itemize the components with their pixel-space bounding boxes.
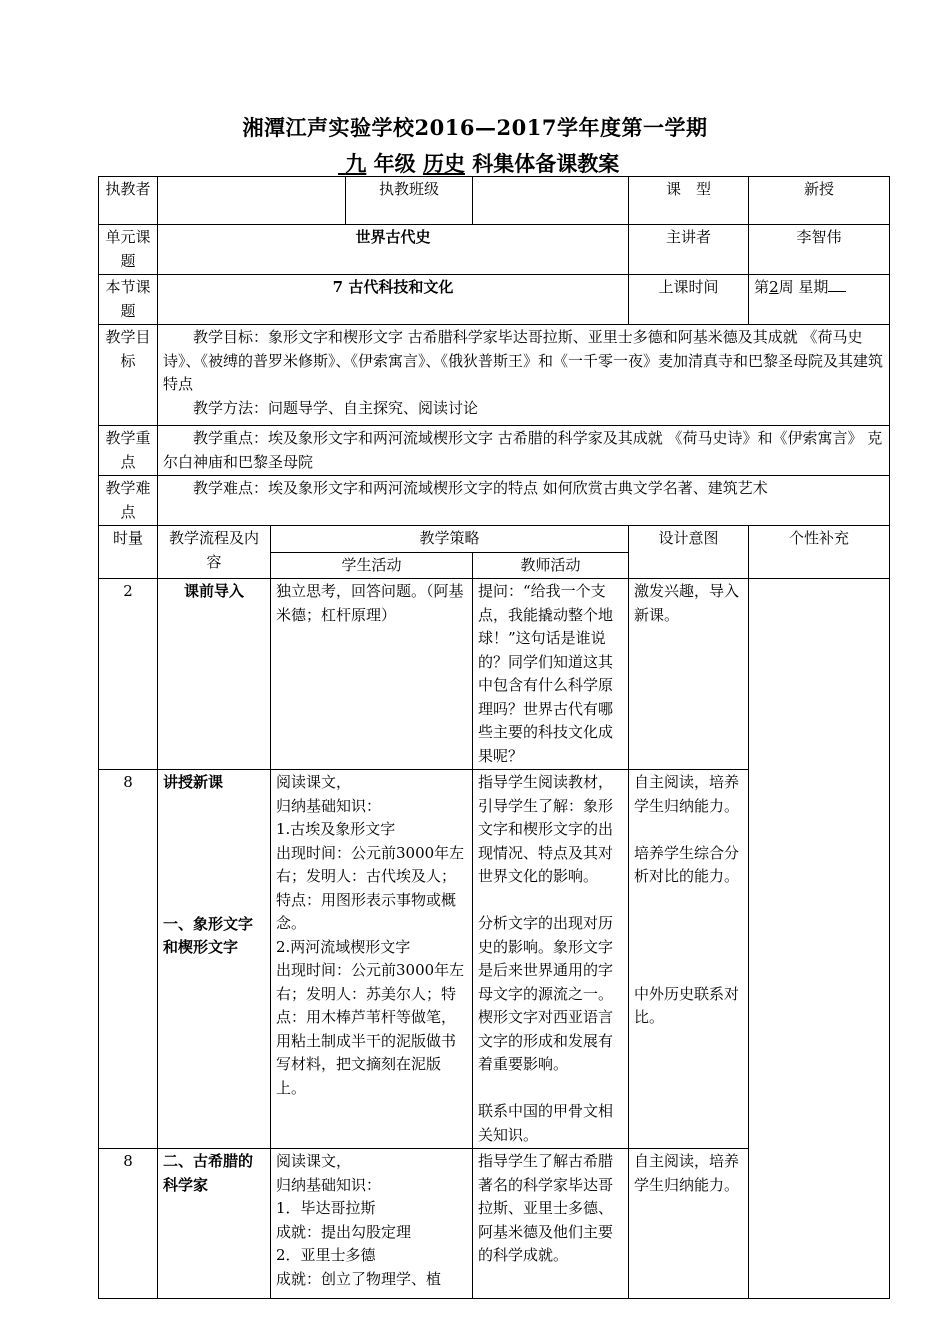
row-time: 8 <box>99 1149 158 1299</box>
time-value: 第2周 星期 <box>749 275 890 325</box>
row-process: 讲授新课 一、象形文字和楔形文字 <box>158 770 271 1149</box>
row-student: 阅读课文， 归纳基础知识： 1．毕达哥拉斯 成就：提出勾股定理 2．亚里士多德 成就：创立了物理学、植 <box>271 1149 473 1299</box>
goals-content <box>158 325 890 426</box>
lesson-label: 本节课题 <box>99 275 158 325</box>
focus-row <box>99 426 890 476</box>
row-intent: 自主阅读，培养学生归纳能力。 <box>629 1149 749 1299</box>
process-header-row <box>99 526 890 553</box>
goals-row <box>99 325 890 426</box>
info-row-executor <box>99 177 890 225</box>
row-teacher: 指导学生了解古希腊著名的科学家毕达哥拉斯、亚里士多德、阿基米德及他们主要的科学成就。 <box>473 1149 629 1299</box>
type-value: 新授 <box>749 177 890 225</box>
header-student: 学生活动 <box>271 552 473 579</box>
difficulty-content: 教学难点：埃及象形文字和两河流域楔形文字的特点 如何欣赏古典文学名著、建筑艺术 <box>158 476 890 526</box>
executor-label: 执教者 <box>99 177 158 225</box>
header-strategy: 教学策略 <box>271 526 629 553</box>
lesson-plan-table <box>98 176 890 1299</box>
row-student: 阅读课文， 归纳基础知识： 1.古埃及象形文字 出现时间：公元前3000年左右；发明人：古代埃及人；特点：用图形表示事物或概念。 2.两河流域楔形文字 出现时间：公元前3000年左右；发明人：苏美尔人；特点：用木棒芦苇杆等做笔，用粘土制成半干的泥版做书写材料，把文摘刻在泥版上。 <box>271 770 473 1149</box>
goals-method: 教学方法：问题导学、自主探究、阅读讨论 <box>193 398 479 417</box>
info-row-unit <box>99 225 890 275</box>
table-row <box>99 579 890 770</box>
focus-label: 教学重点 <box>99 426 158 476</box>
grade-suffix: 年级 <box>366 151 423 176</box>
unit-value: 世界古代史 <box>158 225 629 275</box>
row-time: 8 <box>99 770 158 1149</box>
time-label: 上课时间 <box>629 275 749 325</box>
grade-value: 九 <box>345 151 367 176</box>
document-subtitle <box>0 148 950 178</box>
goals-label: 教学目标 <box>99 325 158 426</box>
header-process: 教学流程及内容 <box>158 526 271 579</box>
row-teacher: 提问：“给我一个支点，我能撬动整个地球！”这句话是谁说的？同学们知道这其中包含有什么科学原理吗？世界古代有哪些主要的科技文化成果呢？ <box>473 579 629 770</box>
row-process: 二、古希腊的科学家 <box>158 1149 271 1299</box>
header-time: 时量 <box>99 526 158 579</box>
goals-objective: 教学目标：象形文字和楔形文字 古希腊科学家毕达哥拉斯、亚里士多德和阿基米德及其成就 《荷马史诗》、《被缚的普罗米修斯》、《伊索寓言》、《俄狄普斯王》和《一千零一夜》麦加清真寺和巴黎圣母院及其建筑特点 <box>163 328 884 393</box>
speaker-value: 李智伟 <box>749 225 890 275</box>
info-row-lesson <box>99 275 890 325</box>
difficulty-label: 教学难点 <box>99 476 158 526</box>
lesson-value: 7 古代科技和文化 <box>158 275 629 325</box>
subtitle-suffix: 科集体备课教案 <box>464 151 620 176</box>
type-label: 课 型 <box>629 177 749 225</box>
row-teacher: 指导学生阅读教材，引导学生了解：象形文字和楔形文字的出现情况、特点及其对世界文化的影响。 分析文字的出现对历史的影响。象形文字是后来世界通用的字母文字的源流之一。楔形文字对西亚语言文字的形成和发展有着重要影响。 联系中国的甲骨文相关知识。 <box>473 770 629 1149</box>
row-intent: 自主阅读，培养学生归纳能力。 培养学生综合分析对比的能力。 中外历史联系对比。 <box>629 770 749 1149</box>
focus-content: 教学重点：埃及象形文字和两河流域楔形文字 古希腊的科学家及其成就 《荷马史诗》和《伊索寓言》 克尔白神庙和巴黎圣母院 <box>158 426 890 476</box>
row-intent: 激发兴趣，导入新课。 <box>629 579 749 770</box>
document-title: 湘潭江声实验学校2016—2017学年度第一学期 <box>242 115 708 140</box>
header-extra: 个性补充 <box>749 526 890 579</box>
row-extra <box>749 579 890 1299</box>
row-student: 独立思考，回答问题。（阿基米德；杠杆原理） <box>271 579 473 770</box>
header-intent: 设计意图 <box>629 526 749 579</box>
subject-value: 历史 <box>422 151 465 176</box>
class-value <box>473 177 629 225</box>
class-label: 执教班级 <box>346 177 473 225</box>
difficulty-row <box>99 476 890 526</box>
row-time: 2 <box>99 579 158 770</box>
header-teacher: 教师活动 <box>473 552 629 579</box>
row-process: 课前导入 <box>158 579 271 770</box>
unit-label: 单元课题 <box>99 225 158 275</box>
executor-value <box>158 177 346 225</box>
speaker-label: 主讲者 <box>629 225 749 275</box>
